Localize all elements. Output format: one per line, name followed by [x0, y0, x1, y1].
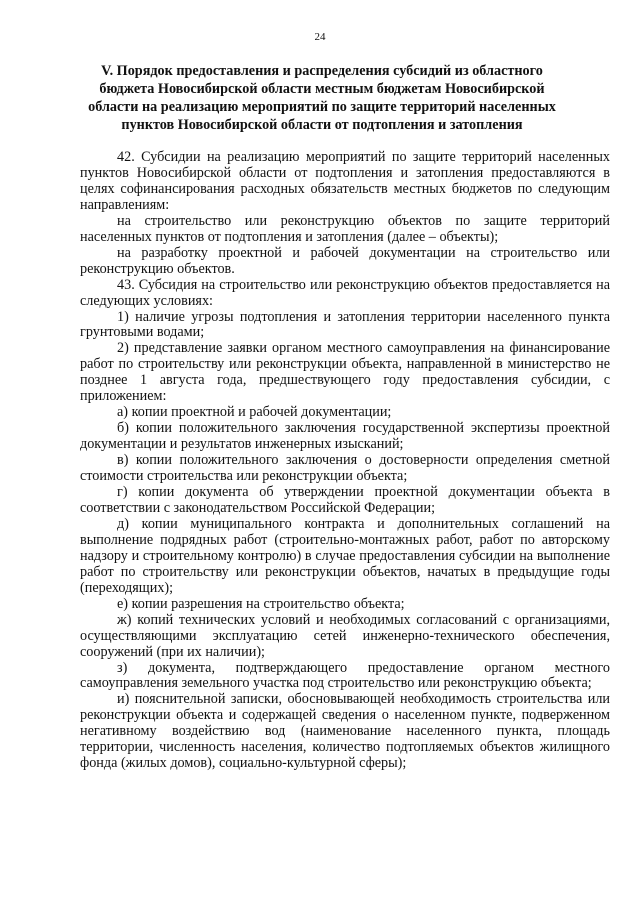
attachment-b: б) копии положительного заключения государственной экспертизы проектной документации и результатов инженерных изысканий; [80, 420, 610, 453]
attachment-e: е) копии разрешения на строительство объекта; [117, 595, 405, 612]
paragraph-direction-construction: на строительство или реконструкцию объектов по защите территорий населенных пунктов от подтопления и затопления (далее – объекты); [80, 212, 610, 245]
section-title: V. Порядок предоставления и распределения субсидий из областного бюджета Новосибирской области местным бюджетам Новосибирской области на реализацию мероприятий по защите территорий населенных пунктов Новосибирской области от подтопления и затопления [88, 63, 556, 133]
document-body [80, 150, 610, 772]
condition-2: 2) представление заявки органом местного самоуправления на финансирование работ по строительству или реконструкции объекта, направленной в министерство не позднее 1 августа года, предшествующего году предоставления субсидии, с приложением: [80, 340, 610, 405]
attachment-z: з) документа, подтверждающего предоставление органом местного самоуправления земельного участка под строительство или реконструкцию объекта; [80, 659, 610, 692]
page-number: 24 [314, 31, 326, 43]
attachment-i: и) пояснительной записки, обосновывающей необходимость строительства или реконструкции объекта и содержащей сведения о населенном пункте, подверженном негативному воздействию вод (наименование населенного пункта, площадь территории, численность населения, количество подтопляемых объектов жилищного фонда (жилых домов), социально-культурной сферы); [80, 691, 610, 772]
paragraph-43-intro: 43. Субсидия на строительство или реконструкцию объектов предоставляется на следующих условиях: [80, 276, 610, 309]
condition-1: 1) наличие угрозы подтопления и затопления территории населенного пункта грунтовыми водами; [80, 308, 610, 341]
attachment-d: д) копии муниципального контракта и дополнительных соглашений на выполнение подрядных работ (строительно-монтажных работ, работ по авторскому надзору и строительному контролю) в случае предоставления субсидии на выполнение работ по строительству или реконструкции объектов, начатых в предыдущие годы (переходящих); [80, 515, 610, 596]
attachment-a: а) копии проектной и рабочей документации; [117, 404, 392, 421]
attachment-zh: ж) копий технических условий и необходимых согласований с организациями, осуществляющими эксплуатацию сетей инженерно-технического обеспечения, сооружений (при их наличии); [80, 611, 610, 660]
paragraph-direction-documentation: на разработку проектной и рабочей документации на строительство или реконструкцию объектов. [80, 244, 610, 277]
attachment-g: г) копии документа об утверждении проектной документации объекта в соответствии с законодательством Российской Федерации; [80, 484, 610, 516]
paragraph-42-intro: 42. Субсидии на реализацию мероприятий по защите территорий населенных пунктов Новосибирской области от подтопления и затопления предоставляются в целях софинансирования расходных обязательств местных бюджетов по следующим направлениям: [80, 149, 610, 213]
attachment-v: в) копии положительного заключения о достоверности определения сметной стоимости строительства или реконструкции объекта; [80, 452, 610, 485]
